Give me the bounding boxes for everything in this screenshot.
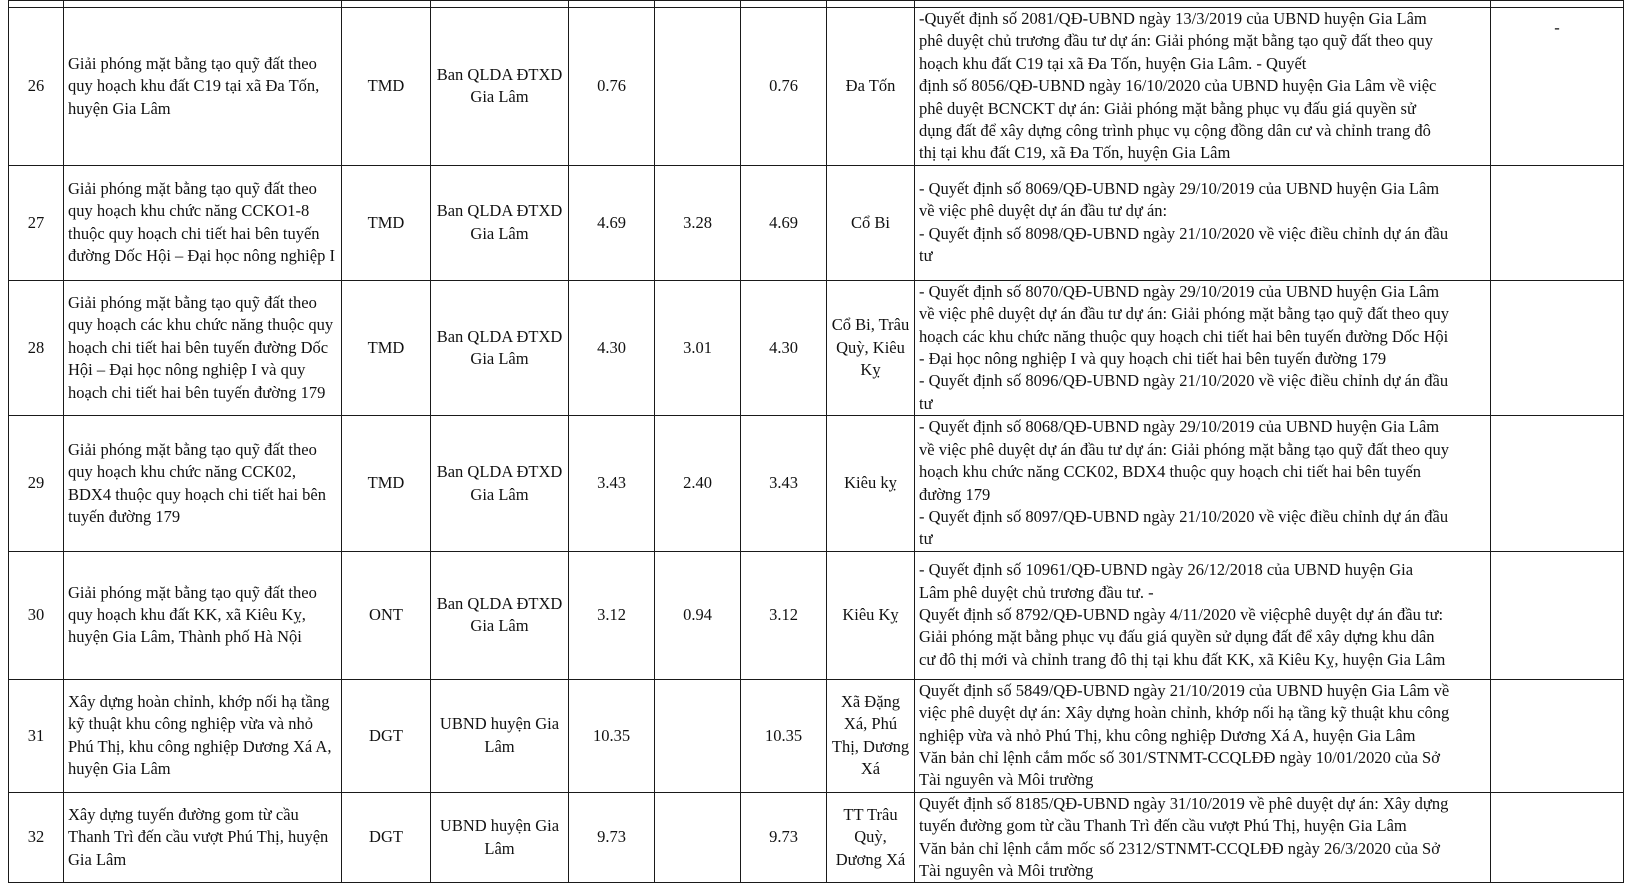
project-name-cell: Giải phóng mặt bằng tạo quỹ đất theo quy hoạch khu chức năng CCKO1-8 thuộc quy hoạch chi tiết hai bên tuyến đường Dốc Hội – Đại học nông nghiệp I <box>64 165 342 280</box>
legal-basis-line: dụng đất để xây dựng công trình phục vụ cộng đồng dân cư và chỉnh trang đô <box>919 121 1431 141</box>
legal-basis-line: - Quyết định số 8098/QĐ-UBND ngày 21/10/2020 về việc điều chỉnh dự án đầu <box>919 223 1449 243</box>
land-use-plan-document <box>8 0 1623 883</box>
area-rice-land-cell <box>655 792 741 883</box>
legal-basis-line: Giải phóng mặt bằng phục vụ đấu giá quyền sử dụng đất để xây dựng khu dân <box>919 627 1435 647</box>
land-use-code-cell: TMD <box>342 8 431 166</box>
table-row <box>9 8 1624 166</box>
area-rice-land-cell <box>655 679 741 792</box>
area-other-land-cell: 10.35 <box>741 679 827 792</box>
project-owner-cell: UBND huyện Gia Lâm <box>431 679 569 792</box>
legal-basis-cell <box>915 280 1491 415</box>
legal-basis-line: Quyết định số 8792/QĐ-UBND ngày 4/11/2020 về việcphê duyệt dự án đầu tư: <box>919 605 1444 625</box>
legal-basis-line: Văn bản chỉ lệnh cắm mốc số 301/STNMT-CCQLĐĐ ngày 10/01/2020 của Sở <box>919 747 1440 767</box>
area-rice-land-cell: 3.28 <box>655 165 741 280</box>
legal-basis-cell <box>915 679 1491 792</box>
legal-basis-line: cư đô thị mới và chỉnh trang đô thị tại khu đất KK, xã Kiêu Kỵ, huyện Gia Lâm <box>919 649 1446 669</box>
area-other-land-cell: 4.30 <box>741 280 827 415</box>
legal-basis-line: phê duyệt chủ trương đầu tư dự án: Giải phóng mặt bằng tạo quỹ đất theo quy <box>919 31 1433 51</box>
table-row <box>9 165 1624 280</box>
land-use-code-cell: DGT <box>342 792 431 883</box>
project-name-cell: Giải phóng mặt bằng tạo quỹ đất theo quy hoạch khu đất C19 tại xã Đa Tốn, huyện Gia Lâm <box>64 8 342 166</box>
table-row <box>9 280 1624 415</box>
legal-basis-line: - Quyết định số 8096/QĐ-UBND ngày 21/10/2020 về việc điều chỉnh dự án đầu <box>919 371 1449 391</box>
project-name-cell: Giải phóng mặt bằng tạo quỹ đất theo quy hoạch khu đất KK, xã Kiêu Kỵ, huyện Gia Lâm, Thành phố Hà Nội <box>64 551 342 679</box>
legal-basis-line: - Đại học nông nghiệp I và quy hoạch chi tiết hai bên tuyến đường 179 <box>919 349 1387 369</box>
row-number-cell: 31 <box>9 679 64 792</box>
note-cell <box>1491 280 1624 415</box>
legal-basis-line: - Quyết định số 8069/QĐ-UBND ngày 29/10/2019 của UBND huyện Gia Lâm <box>919 179 1440 199</box>
area-other-land-cell: 0.76 <box>741 8 827 166</box>
note-cell <box>1491 792 1624 883</box>
legal-basis-line: Tài nguyên và Môi trường <box>919 770 1094 790</box>
legal-basis-line: định số 8056/QĐ-UBND ngày 16/10/2020 của UBND huyện Gia Lâm về việc <box>919 76 1437 96</box>
land-use-code-cell: TMD <box>342 416 431 551</box>
project-owner-cell: Ban QLDA ĐTXD Gia Lâm <box>431 280 569 415</box>
legal-basis-line: Lâm phê duyệt chủ trương đầu tư. - <box>919 582 1154 602</box>
project-name-cell: Giải phóng mặt bằng tạo quỹ đất theo quy hoạch khu chức năng CCK02, BDX4 thuộc quy hoạch chi tiết hai bên tuyến đường 179 <box>64 416 342 551</box>
location-cell: Xã Đặng Xá, Phú Thị, Dương Xá <box>827 679 915 792</box>
legal-basis-line: Văn bản chỉ lệnh cắm mốc số 2312/STNMT-CCQLĐĐ ngày 26/3/2020 của Sở <box>919 838 1440 858</box>
legal-basis-line: hoạch các khu chức năng thuộc quy hoạch chi tiết hai bên tuyến đường Dốc Hội <box>919 326 1449 346</box>
legal-basis-line: việc phê duyệt dự án: Xây dựng hoàn chỉnh, khớp nối hạ tầng kỹ thuật khu công <box>919 703 1450 723</box>
location-cell: Cổ Bi, Trâu Quỳ, Kiêu Kỵ <box>827 280 915 415</box>
project-name-cell: Xây dựng tuyến đường gom từ cầu Thanh Trì đến cầu vượt Phú Thị, huyện Gia Lâm <box>64 792 342 883</box>
note-cell <box>1491 551 1624 679</box>
legal-basis-line: Tài nguyên và Môi trường <box>919 860 1094 880</box>
project-owner-cell: Ban QLDA ĐTXD Gia Lâm <box>431 165 569 280</box>
row-number-cell: 32 <box>9 792 64 883</box>
legal-basis-line: về việc phê duyệt dự án đầu tư dự án: Giải phóng mặt bằng tạo quỹ đất theo quy <box>919 304 1449 324</box>
area-total-cell: 10.35 <box>569 679 655 792</box>
table-top-strip <box>9 1 1624 8</box>
table-body <box>9 1 1624 883</box>
area-total-cell: 0.76 <box>569 8 655 166</box>
project-name-cell: Giải phóng mặt bằng tạo quỹ đất theo quy hoạch các khu chức năng thuộc quy hoạch chi tiết hai bên tuyến đường Dốc Hội – Đại học nông nghiệp I và quy hoạch chi tiết hai bên tuyến đường 179 <box>64 280 342 415</box>
legal-basis-cell <box>915 416 1491 551</box>
area-other-land-cell: 9.73 <box>741 792 827 883</box>
legal-basis-cell <box>915 165 1491 280</box>
legal-basis-line: nghiệp vừa và nhỏ Phú Thị, khu công nghiệp Dương Xá A, huyện Gia Lâm <box>919 725 1416 745</box>
area-total-cell: 3.43 <box>569 416 655 551</box>
legal-basis-cell <box>915 8 1491 166</box>
legal-basis-cell <box>915 792 1491 883</box>
legal-basis-line: - Quyết định số 8097/QĐ-UBND ngày 21/10/2020 về việc điều chỉnh dự án đầu <box>919 506 1449 526</box>
legal-basis-line: về việc phê duyệt dự án đầu tư dự án: Giải phóng mặt bằng tạo quỹ đất theo quy <box>919 439 1449 459</box>
table-row <box>9 551 1624 679</box>
legal-basis-line: về việc phê duyệt dự án đầu tư dự án: <box>919 201 1168 221</box>
area-total-cell: 9.73 <box>569 792 655 883</box>
legal-basis-line: đường 179 <box>919 484 991 504</box>
area-total-cell: 4.69 <box>569 165 655 280</box>
row-number-cell: 26 <box>9 8 64 166</box>
row-number-cell: 30 <box>9 551 64 679</box>
legal-basis-line: Quyết định số 8185/QĐ-UBND ngày 31/10/2019 về phê duyệt dự án: Xây dựng <box>919 793 1449 813</box>
project-owner-cell: Ban QLDA ĐTXD Gia Lâm <box>431 416 569 551</box>
legal-basis-line: -Quyết định số 2081/QĐ-UBND ngày 13/3/2019 của UBND huyện Gia Lâm <box>919 9 1427 28</box>
note-cell <box>1491 679 1624 792</box>
area-rice-land-cell: 0.94 <box>655 551 741 679</box>
area-rice-land-cell: 2.40 <box>655 416 741 551</box>
legal-basis-cell <box>915 551 1491 679</box>
legal-basis-line: hoạch khu chức năng CCK02, BDX4 thuộc quy hoạch chi tiết hai bên tuyến <box>919 462 1422 482</box>
location-cell: TT Trâu Quỳ, Dương Xá <box>827 792 915 883</box>
location-cell: Kiêu Kỵ <box>827 551 915 679</box>
legal-basis-line: hoạch khu đất C19 tại xã Đa Tốn, huyện Gia Lâm. - Quyết <box>919 53 1307 73</box>
land-use-code-cell: ONT <box>342 551 431 679</box>
land-use-code-cell: TMD <box>342 280 431 415</box>
project-owner-cell: UBND huyện Gia Lâm <box>431 792 569 883</box>
table-row <box>9 679 1624 792</box>
area-other-land-cell: 3.43 <box>741 416 827 551</box>
project-table <box>8 0 1624 883</box>
location-cell: Kiêu kỵ <box>827 416 915 551</box>
area-rice-land-cell: 3.01 <box>655 280 741 415</box>
location-cell: Cổ Bi <box>827 165 915 280</box>
row-number-cell: 27 <box>9 165 64 280</box>
row-number-cell: 28 <box>9 280 64 415</box>
note-cell <box>1491 165 1624 280</box>
area-other-land-cell: 4.69 <box>741 165 827 280</box>
area-rice-land-cell <box>655 8 741 166</box>
legal-basis-line: phê duyệt BCNCKT dự án: Giải phóng mặt bằng phục vụ đấu giá quyền sử <box>919 98 1416 118</box>
land-use-code-cell: TMD <box>342 165 431 280</box>
legal-basis-line: tư <box>919 529 933 549</box>
area-total-cell: 3.12 <box>569 551 655 679</box>
row-number-cell: 29 <box>9 416 64 551</box>
legal-basis-line: thị tại khu đất C19, xã Đa Tốn, huyện Gia Lâm <box>919 143 1231 163</box>
legal-basis-line: - Quyết định số 8070/QĐ-UBND ngày 29/10/2019 của UBND huyện Gia Lâm <box>919 281 1440 301</box>
legal-basis-line: tuyến đường gom từ cầu Thanh Trì đến cầu vượt Phú Thị, huyện Gia Lâm <box>919 816 1407 836</box>
legal-basis-line: Quyết định số 5849/QĐ-UBND ngày 21/10/2019 của UBND huyện Gia Lâm về <box>919 680 1450 700</box>
legal-basis-line: - Quyết định số 8068/QĐ-UBND ngày 29/10/2019 của UBND huyện Gia Lâm <box>919 417 1440 437</box>
project-owner-cell: Ban QLDA ĐTXD Gia Lâm <box>431 551 569 679</box>
table-row <box>9 416 1624 551</box>
table-row <box>9 792 1624 883</box>
land-use-code-cell: DGT <box>342 679 431 792</box>
area-total-cell: 4.30 <box>569 280 655 415</box>
note-cell <box>1491 416 1624 551</box>
note-cell: - <box>1491 8 1624 166</box>
legal-basis-line: tư <box>919 393 933 413</box>
legal-basis-line: tư <box>919 246 933 266</box>
legal-basis-line: - Quyết định số 10961/QĐ-UBND ngày 26/12/2018 của UBND huyện Gia <box>919 560 1414 580</box>
area-other-land-cell: 3.12 <box>741 551 827 679</box>
project-name-cell: Xây dựng hoàn chỉnh, khớp nối hạ tầng kỹ thuật khu công nghiệp vừa và nhỏ Phú Thị, khu công nghiệp Dương Xá A, huyện Gia Lâm <box>64 679 342 792</box>
project-owner-cell: Ban QLDA ĐTXD Gia Lâm <box>431 8 569 166</box>
location-cell: Đa Tốn <box>827 8 915 166</box>
